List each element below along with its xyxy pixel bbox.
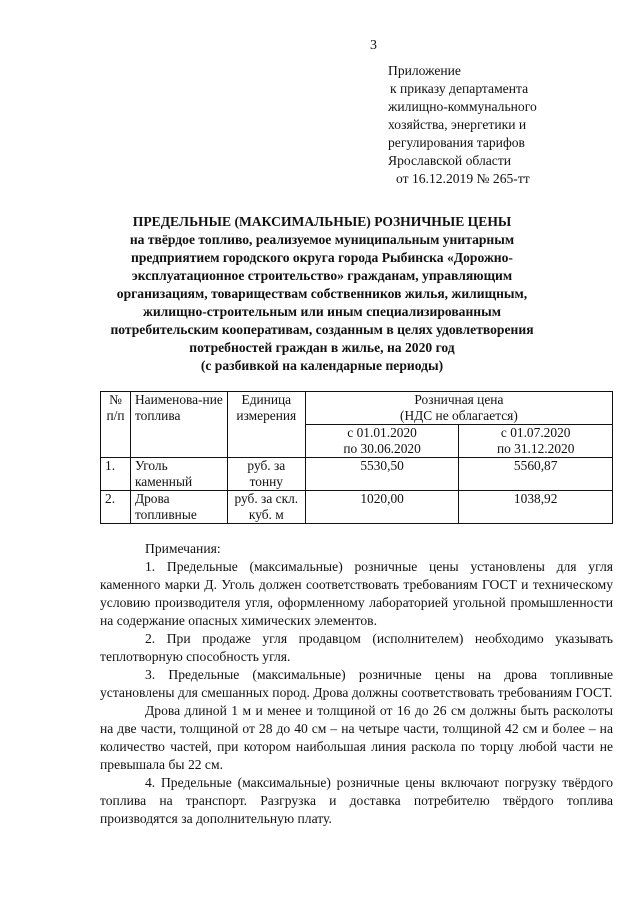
row-name: Уголь каменный (130, 458, 227, 491)
page-number: 3 (370, 38, 377, 53)
header-name: Наименова-ние топлива (130, 392, 227, 458)
row-price-1: 5530,50 (305, 458, 459, 491)
period-line: с 01.01.2020 (347, 425, 417, 440)
title-line: эксплуатационное строительство» гражданам, управляющим (131, 268, 513, 283)
title-line: организациям, товариществам собственников жилья, жилищным, (116, 286, 528, 301)
title-line: потребностей граждан в жилье, на 2020 год (189, 340, 455, 355)
table-header-row (101, 392, 613, 425)
appendix-line: Ярославской области (388, 153, 512, 168)
row-unit: руб. за тонну (227, 458, 305, 491)
row-price-1: 1020,00 (305, 491, 459, 524)
row-num: 1. (101, 458, 131, 491)
row-price-2: 1038,92 (459, 491, 613, 524)
appendix-line: жилищно-коммунального (388, 99, 537, 114)
note-paragraph: 4. Предельные (максимальные) розничные цены включают погрузку твёрдого топлива на транспорт. Разгрузка и доставка потребителю твёрдого топлива производятся за дополнительную плату. (100, 775, 613, 826)
row-unit: руб. за скл. куб. м (227, 491, 305, 524)
header-period-2 (459, 425, 613, 458)
header-period-1 (305, 425, 459, 458)
row-num: 2. (101, 491, 131, 524)
table-row (101, 491, 613, 524)
notes-section (100, 540, 613, 828)
title-line: ПРЕДЕЛЬНЫЕ (МАКСИМАЛЬНЫЕ) РОЗНИЧНЫЕ ЦЕНЫ (132, 214, 512, 229)
header-price (305, 392, 612, 425)
header-unit: Единица измерения (227, 392, 305, 458)
title-line: предприятием городского округа города Рыбинска «Дорожно- (131, 250, 513, 265)
period-line: по 30.06.2020 (343, 441, 421, 456)
note-paragraph: 1. Предельные (максимальные) розничные цены установлены для угля каменного марки Д. Уголь должен соответствовать требованиям ГОСТ и техническому условию производителя угля, оформленному лабораторией угольной промышленности на содержание опасных химических элементов. (100, 559, 613, 628)
appendix-line: от 16.12.2019 № 265-тт (396, 171, 530, 186)
note-paragraph: 2. При продаже угля продавцом (исполнителем) необходимо указывать теплотворную способность угля. (100, 631, 613, 664)
title-line: на твёрдое топливо, реализуемое муниципальным унитарным (129, 232, 515, 247)
header-price-line: (НДС не облагается) (400, 408, 518, 423)
document-title (72, 213, 572, 375)
appendix-line: к приказу департамента (390, 81, 529, 96)
period-line: с 01.07.2020 (500, 425, 571, 440)
row-price-2: 5560,87 (459, 458, 613, 491)
note-paragraph: 3. Предельные (максимальные) розничные цены на дрова топливные установлены для смешанных пород. Дрова должны соответствовать требованиям ГОСТ. (100, 667, 613, 700)
header-price-line: Розничная цена (414, 392, 504, 407)
table-row (101, 458, 613, 491)
row-name: Дрова топливные (130, 491, 227, 524)
appendix-line: хозяйства, энергетики и (388, 117, 527, 132)
notes-heading: Примечания: (145, 541, 221, 556)
header-num: № п/п (101, 392, 131, 458)
appendix-block (388, 62, 628, 188)
price-table (100, 391, 613, 524)
title-line: потребительским кооперативам, созданным в целях удовлетворения (110, 322, 534, 337)
title-line: жилищно-строительным или иным специализированным (142, 304, 502, 319)
appendix-line: Приложение (388, 63, 461, 78)
note-paragraph: Дрова длиной 1 м и менее и толщиной от 16 до 26 см должны быть расколоты на две части, толщиной от 28 до 40 см – на четыре части, толщиной 42 см и более – на количество частей, при котором наибольшая линия раскола по торцу любой части не превышала бы 22 см. (100, 703, 613, 772)
appendix-line: регулирования тарифов (388, 135, 525, 150)
title-line: (с разбивкой на календарные периоды) (200, 358, 444, 373)
period-line: по 31.12.2020 (496, 441, 575, 456)
